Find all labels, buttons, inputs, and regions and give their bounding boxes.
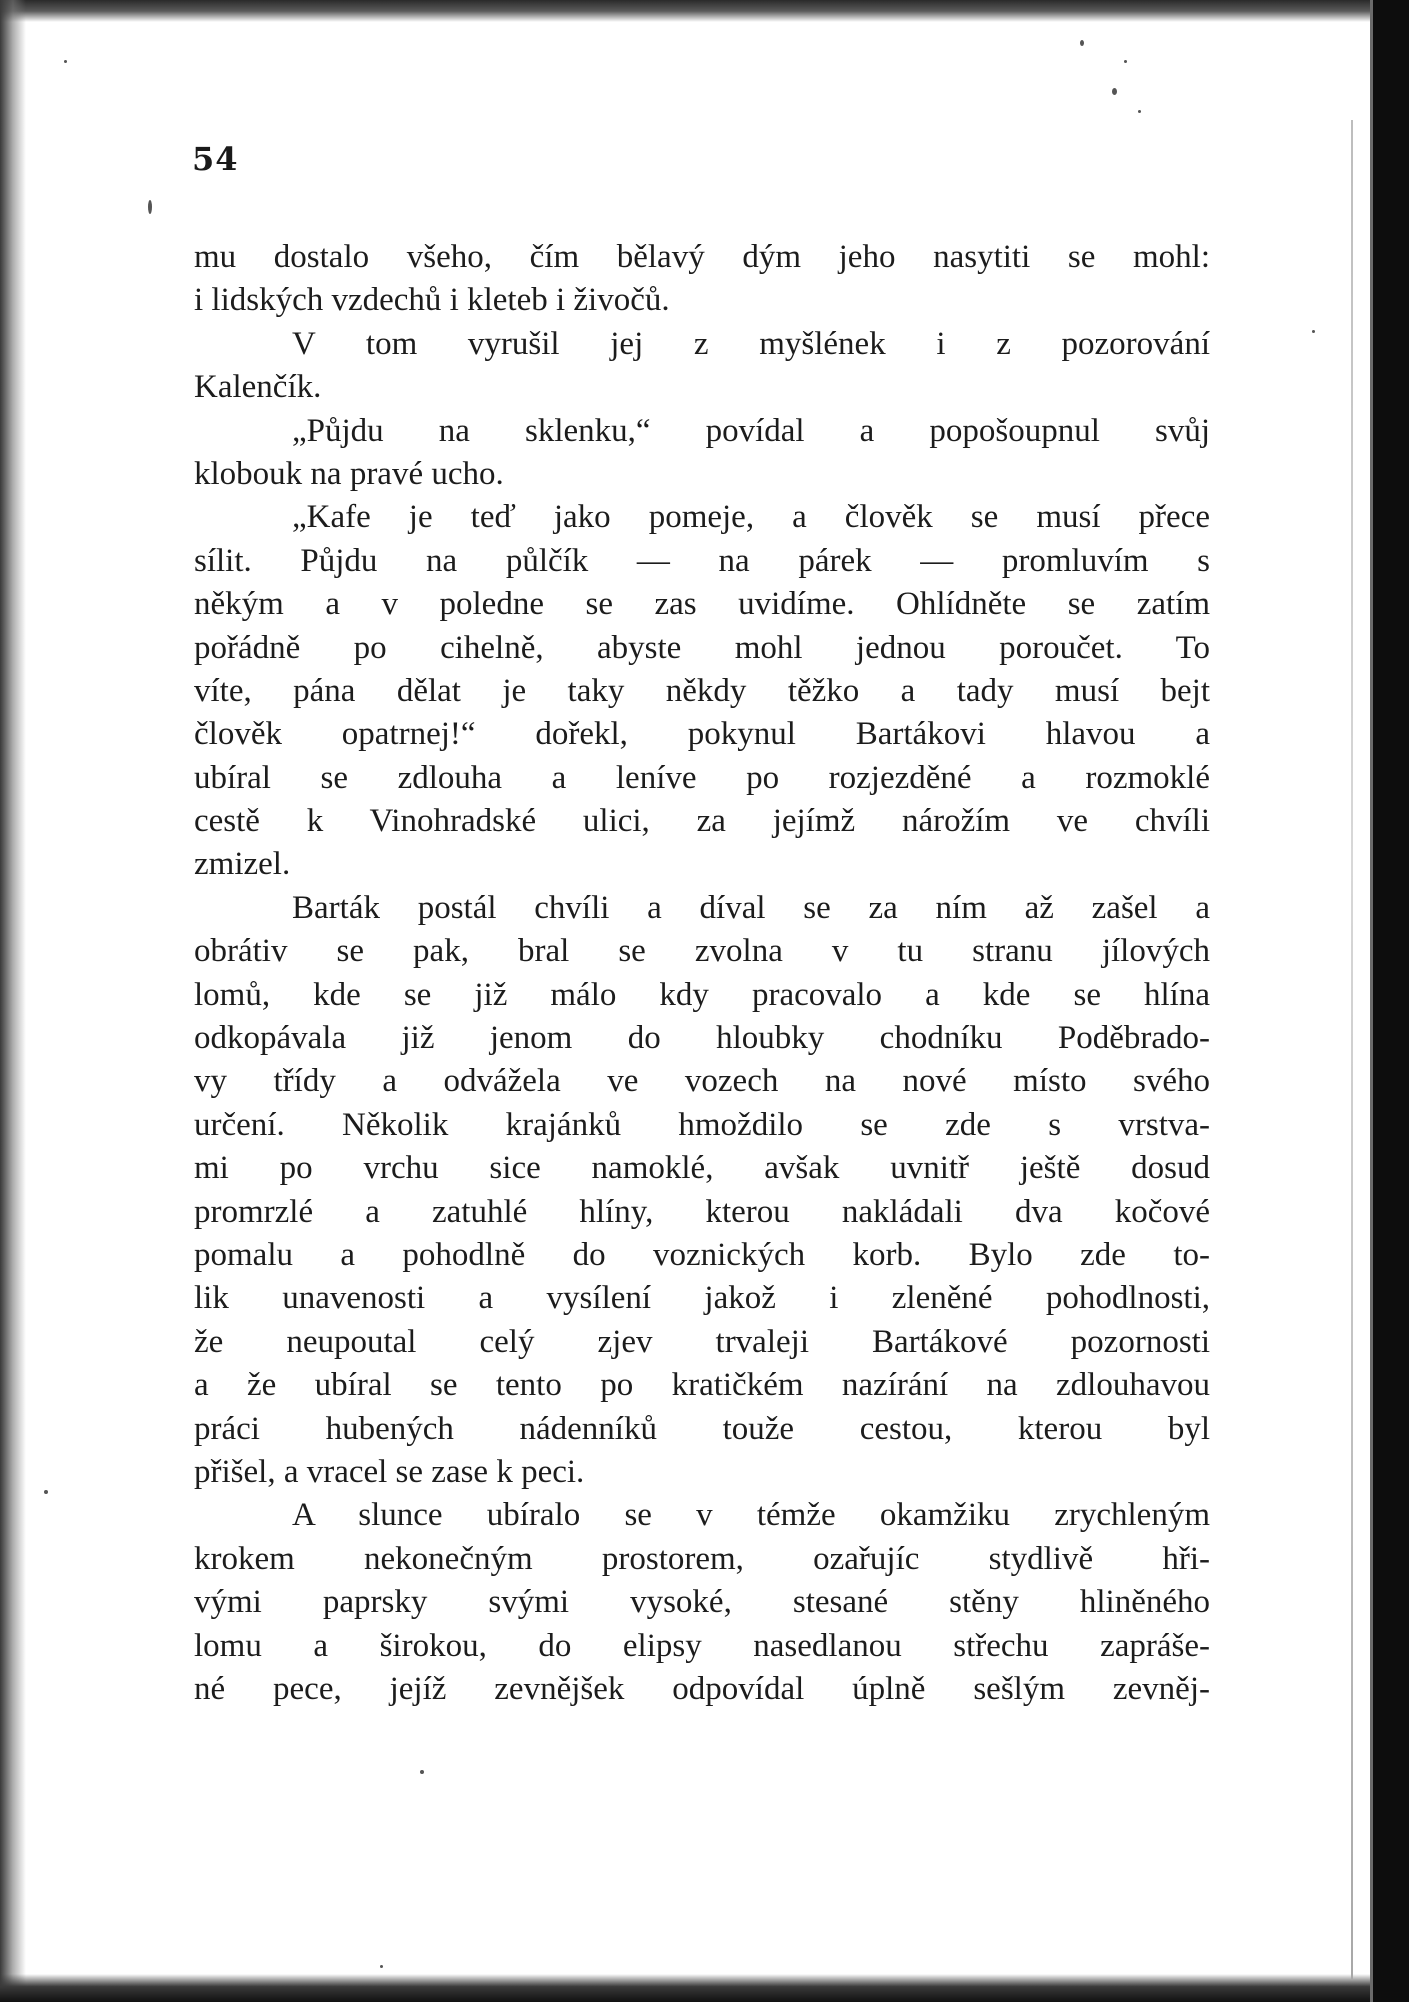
text-line: cestě k Vinohradské ulici, za jejímž nárožím ve chvíli — [194, 803, 1210, 840]
text-line: určení. Několik krajánků hmoždilo se zde s vrstva- — [194, 1106, 1210, 1143]
text-line: Kalenčík. — [194, 369, 322, 406]
text-line: né pece, jejíž zevnějšek odpovídal úplně sešlým zevněj- — [194, 1670, 1210, 1707]
text-line: a že ubíral se tento po kratičkém nazírání na zdlouhavou — [194, 1367, 1210, 1404]
text-line: člověk opatrnej!“ dořekl, pokynul Bartákovi hlavou a — [194, 716, 1210, 753]
text-line: Barták postál chvíli a díval se za ním až zašel a — [292, 889, 1210, 926]
text-line: pomalu a pohodlně do voznických korb. Bylo zde to- — [194, 1236, 1210, 1273]
text-line: promrzlé a zatuhlé hlíny, kterou nakládali dva kočové — [194, 1193, 1210, 1230]
scan-edge-right — [1373, 0, 1409, 2002]
text-line: lomů, kde se již málo kdy pracovalo a kde se hlína — [194, 976, 1210, 1013]
text-line: že neupoutal celý zjev trvaleji Bartákové pozornosti — [194, 1323, 1210, 1360]
text-line: V tom vyrušil jej z myšlének i z pozorování — [292, 325, 1210, 362]
scan-speck — [380, 1965, 383, 1968]
text-line: lomu a širokou, do elipsy nasedlanou střechu zapráše- — [194, 1627, 1210, 1664]
text-line: víte, pána dělat je taky někdy těžko a tady musí bejt — [194, 672, 1210, 709]
scan-speck — [1080, 40, 1084, 46]
text-line: pořádně po cihelně, abyste mohl jednou poroučet. To — [194, 629, 1210, 666]
page-number: 54 — [192, 140, 239, 178]
text-line: mi po vrchu sice namoklé, avšak uvnitř ještě dosud — [194, 1150, 1210, 1187]
scan-speck — [420, 1770, 424, 1774]
text-line: vy třídy a odvážela ve vozech na nové místo svého — [194, 1063, 1210, 1100]
text-line: odkopávala již jenom do hloubky chodníku Poděbrado- — [194, 1020, 1210, 1057]
text-line: lik unavenosti a vysílení jakož i zleněné pohodlnosti, — [194, 1280, 1210, 1317]
text-line: obrátiv se pak, bral se zvolna v tu stranu jílových — [194, 933, 1210, 970]
scan-edge-left — [0, 0, 26, 2002]
text-line: „Půjdu na sklenku,“ povídal a popošoupnul svůj — [292, 412, 1210, 449]
scan-edge-bottom — [0, 1974, 1409, 2002]
text-line: zmizel. — [194, 846, 291, 883]
scan-speck — [1112, 88, 1117, 95]
scan-speck — [1138, 110, 1141, 113]
scan-speck — [148, 200, 152, 214]
scan-speck — [1124, 60, 1127, 63]
text-line: mu dostalo všeho, čím bělavý dým jeho nasytiti se mohl: — [194, 239, 1210, 275]
page-fold-line — [1351, 120, 1353, 1980]
text-line: práci hubených nádenníků touže cestou, kterou byl — [194, 1410, 1210, 1447]
scan-speck — [44, 1490, 48, 1494]
text-line: A slunce ubíralo se v témže okamžiku zrychleným — [292, 1497, 1210, 1534]
text-line: klobouk na pravé ucho. — [194, 455, 504, 492]
text-line: někým a v poledne se zas uvidíme. Ohlídněte se zatím — [194, 586, 1210, 623]
scan-edge-top — [0, 0, 1409, 22]
text-line: krokem nekonečným prostorem, ozařujíc stydlivě hři- — [194, 1540, 1210, 1577]
text-line: i lidských vzdechů i kleteb i živočů. — [194, 282, 670, 319]
scan-speck — [64, 60, 67, 63]
scan-speck — [1312, 330, 1315, 333]
text-line: vými paprsky svými vysoké, stesané stěny hliněného — [194, 1584, 1210, 1621]
text-line: ubíral se zdlouha a leníve po rozjezděné a rozmoklé — [194, 759, 1210, 796]
text-line: sílit. Půjdu na půlčík — na párek — promluvím s — [194, 542, 1210, 579]
body-text — [194, 236, 1210, 1711]
text-line: „Kafe je teď jako pomeje, a člověk se musí přece — [292, 499, 1210, 536]
text-line: přišel, a vracel se zase k peci. — [194, 1453, 585, 1490]
